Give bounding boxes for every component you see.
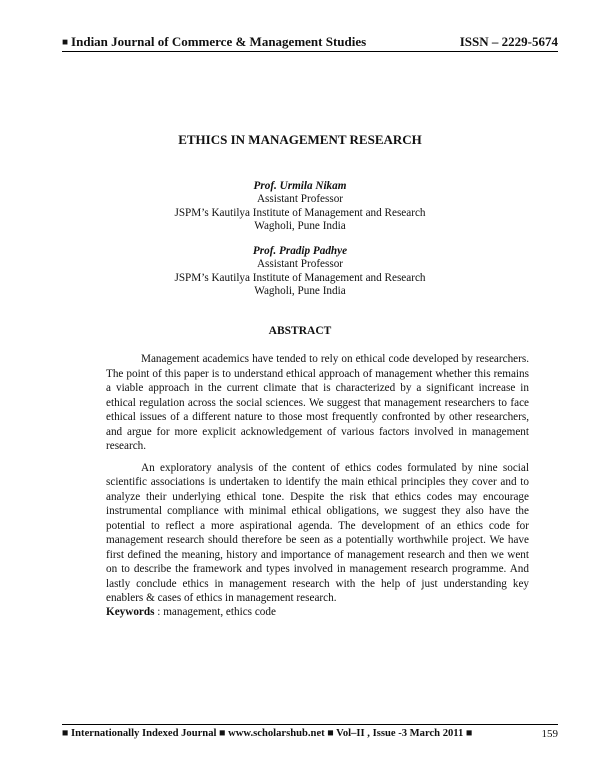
running-header xyxy=(62,34,558,50)
abstract-heading: ABSTRACT xyxy=(268,325,332,337)
author-block xyxy=(0,180,600,234)
author-block xyxy=(0,245,600,299)
author-position: Assistant Professor xyxy=(256,258,344,271)
author-name: Prof. Urmila Nikam xyxy=(253,180,347,192)
journal-title: Indian Journal of Commerce & Management Studies xyxy=(71,34,367,49)
author-institution: JSPM’s Kautilya Institute of Management and Research xyxy=(174,271,426,284)
author-institution: JSPM’s Kautilya Institute of Management and Research xyxy=(174,206,426,219)
author-position: Assistant Professor xyxy=(256,193,344,206)
author-name: Prof. Pradip Padhye xyxy=(252,245,348,257)
abstract-paragraph: Management academics have tended to rely on ethical code developed by researchers. The point of this paper is to understand ethical approach of management whether this remains a viable approach in the current climate that is characterized by a significant increase in ethical regulation across the social sciences. We suggest that management researchers to face ethical issues of a different nature to those most frequently confronted by other researchers, and argue for more explicit acknowledgement of various factors involved in management research. xyxy=(106,353,529,452)
paper-title: ETHICS IN MANAGEMENT RESEARCH xyxy=(178,132,422,147)
abstract-body xyxy=(106,352,529,613)
keywords-value: management, ethics code xyxy=(163,606,276,618)
page-number: 159 xyxy=(541,728,558,740)
keywords-separator: : xyxy=(154,606,164,618)
keywords-label: Keywords xyxy=(106,606,155,618)
footer-divider xyxy=(62,724,558,725)
issn: ISSN – 2229-5674 xyxy=(459,34,558,49)
bullet-icon: ■ xyxy=(62,37,69,48)
author-location: Wagholi, Pune India xyxy=(254,220,346,233)
header-divider xyxy=(62,51,558,52)
author-location: Wagholi, Pune India xyxy=(254,285,346,298)
abstract-paragraph: An exploratory analysis of the content of ethics codes formulated by nine social scientific associations is undertaken to identify the main ethical principles they cover and to analyze their underlying ethical tone. Despite the risk that ethics codes may encourage instrumental compliance with minimal ethical obligations, we suggest they also have the potential to reflect a more aspirational agenda. The development of an ethics code for management research should therefore be seen as a potentially worthwhile project. We have first defined the meaning, history and importance of management research and then we went on to describe the framework and types involved in management research programme. And lastly conclude ethics in management research with the help of just understanding key enablers & cases of ethics in management research. xyxy=(106,461,529,604)
running-footer: ■ Internationally Indexed Journal ■ www.scholarshub.net ■ Vol–II , Issue -3 March 2011 ■ xyxy=(62,728,473,739)
journal-name xyxy=(62,34,366,50)
keywords xyxy=(106,606,276,618)
